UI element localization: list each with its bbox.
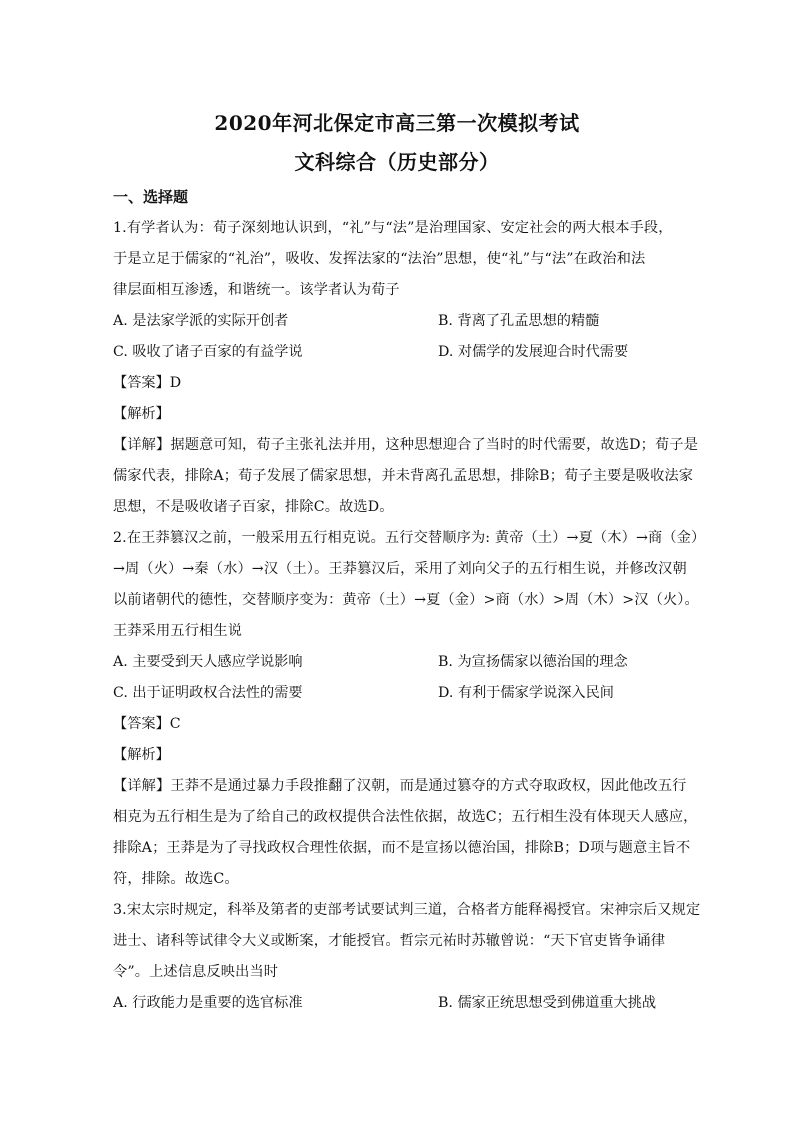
question-1-option-a: A. 是法家学派的实际开创者 <box>113 313 289 329</box>
question-1-option-c: C. 吸收了诸子百家的有益学说 <box>113 344 303 360</box>
question-2-detail-line-4: 符，排除。故选C。 <box>113 871 239 887</box>
question-2-answer <box>113 714 181 734</box>
answer-value: D <box>169 375 182 391</box>
question-2-analysis-label: 【解析】 <box>113 747 170 763</box>
document-title: 2020年河北保定市高三第一次模拟考试 <box>214 111 580 135</box>
question-2-detail-line-1: 【详解】王莽不是通过暴力手段推翻了汉朝，而是通过篡夺的方式夺取政权，因此他改五行 <box>113 778 687 794</box>
question-2-line-4: 王莽采用五行相生说 <box>113 623 243 639</box>
question-2-option-c: C. 出于证明政权合法性的需要 <box>113 685 303 701</box>
question-1-detail-line-2: 儒家代表，排除A；荀子发展了儒家思想，并未背离孔孟思想，排除B；荀子主要是吸收法家 <box>113 468 694 484</box>
question-2-line-2: →周（火）→秦（水）→汉（土）。王莽篡汉后，采用了刘向父子的五行相生说，并修改汉朝 <box>113 561 687 577</box>
question-1-option-b: B. 背离了孔孟思想的精髓 <box>438 313 600 329</box>
question-3-option-a: A. 行政能力是重要的选官标准 <box>113 995 303 1011</box>
question-3-line-2: 进士、诸科等试律令大义或断案，才能授官。哲宗元祐时苏辙曾说：“天下官吏皆争诵律 <box>113 933 666 949</box>
question-3-line-3: 令”。上述信息反映出当时 <box>113 964 279 980</box>
question-3-option-b: B. 儒家正统思想受到佛道重大挑战 <box>438 995 657 1011</box>
question-1-answer <box>113 373 181 393</box>
question-1-line-2: 于是立足于儒家的“礼治”，吸收、发挥法家的“法治”思想，使“礼”与“法”在政治和法 <box>113 251 646 267</box>
question-2-detail-line-3: 排除A；王莽是为了寻找政权合理性依据，而不是宣扬以德治国，排除B；D项与题意主旨不 <box>113 840 691 856</box>
question-1-option-d: D. 对儒学的发展迎合时代需要 <box>438 344 629 360</box>
question-2-option-b: B. 为宣扬儒家以德治国的理念 <box>438 654 628 670</box>
question-1-line-1: 1.有学者认为：荀子深刻地认识到，“礼”与“法”是治理国家、安定社会的两大根本手段， <box>113 220 673 236</box>
question-1-detail-line-3: 思想，不是吸收诸子百家，排除C。故选D。 <box>113 499 394 515</box>
answer-label: 【答案】 <box>113 375 170 391</box>
question-2-option-a: A. 主要受到天人感应学说影响 <box>113 654 303 670</box>
question-1-line-3: 律层面相互渗透，和谐统一。该学者认为荀子 <box>113 282 400 298</box>
answer-label: 【答案】 <box>113 716 170 732</box>
question-1-detail-line-1: 【详解】据题意可知，荀子主张礼法并用，这种思想迎合了当时的时代需要，故选D；荀子是 <box>113 437 699 453</box>
question-2-detail-line-2: 相克为五行相生是为了给自己的政权提供合法性依据，故选C；五行相生没有体现天人感应， <box>113 809 698 825</box>
answer-value: C <box>169 716 181 732</box>
question-2-line-1: 2.在王莽篡汉之前，一般采用五行相克说。五行交替顺序为: 黄帝（土）→夏（木）→商（金） <box>113 530 706 546</box>
question-1-analysis-label: 【解析】 <box>113 406 170 422</box>
question-2-line-3: 以前诸朝代的德性，交替顺序变为：黄帝（土）→夏（金）>商（水）>周（木）>汉（火）。 <box>113 592 699 608</box>
section-heading: 一、选择题 <box>113 188 189 206</box>
question-3-line-1: 3.宋太宗时规定，科举及第者的吏部考试要试判三道，合格者方能释褐授官。宋神宗后又规定 <box>113 902 701 918</box>
document-subtitle: 文科综合（历史部分） <box>294 150 500 174</box>
question-2-option-d: D. 有利于儒家学说深入民间 <box>438 685 614 701</box>
